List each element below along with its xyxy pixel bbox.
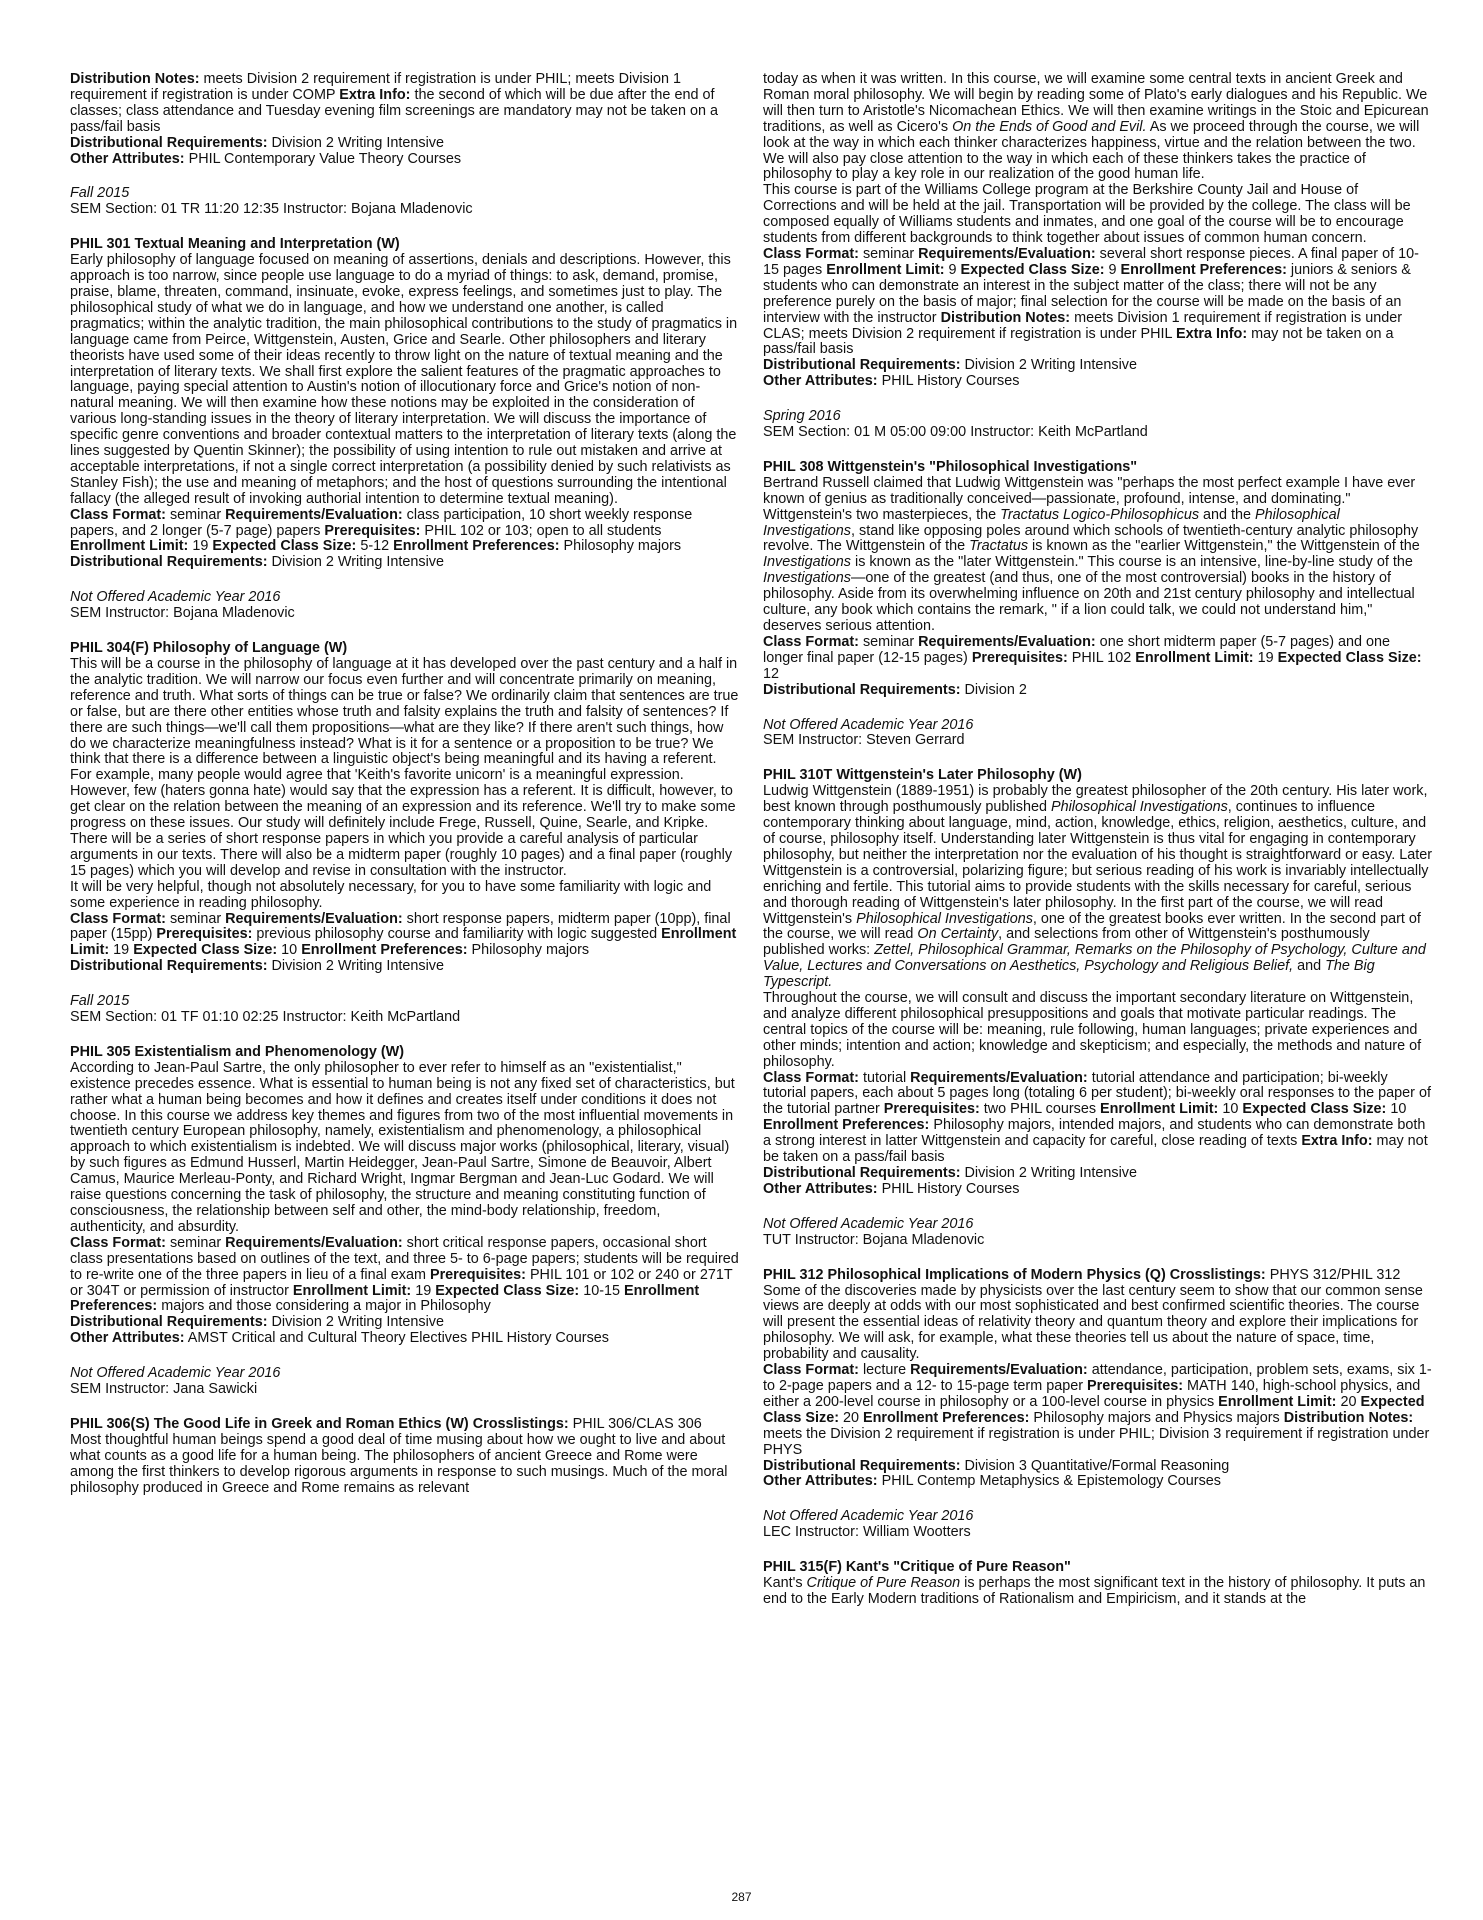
enroll-limit: 19 (109, 942, 134, 959)
distribution-notes-label: Distribution Notes: (70, 71, 200, 87)
distribution-notes-label: Distribution Notes: (1283, 1409, 1414, 1426)
course-term: Fall 2015 (70, 993, 130, 1010)
distribution-notes-text: meets Division 2 requirement if registration is under PHIL; meets Division 1 requirement if registration is under COMP (70, 71, 681, 103)
exp-size-label: Expected Class Size: (763, 1393, 1425, 1426)
enroll-pref: Philosophy majors (467, 942, 590, 959)
prereq-label: Prerequisites: (324, 522, 421, 539)
dist-req-label: Distributional Requirements: (763, 1165, 961, 1181)
enroll-pref-label: Enrollment Preferences: (393, 538, 560, 555)
description-text: today as when it was written. In this course, we will examine some central texts in ancient Greek and Roman moral philosophy. We will begin by reading some of Plato's early dialogues and his Republic. We will then turn to Aristotle's Nicomachean Ethics. We will then examine writings in the Stoic and Epicurean traditions, as well as Cicero's (763, 71, 1429, 135)
crosslistings: PHIL 306/CLAS 306 (568, 1415, 702, 1432)
enroll-pref: Philosophy majors (559, 538, 682, 555)
prereq: PHIL 101 or 102 or 240 or 271T or 304T or permission of instructor (70, 1266, 733, 1299)
description-text: , one of the greatest books ever written. In the second part of the course, we will read (763, 910, 1421, 943)
class-format: tutorial (858, 1069, 911, 1086)
course-details (763, 247, 1433, 358)
course-section: TUT Instructor: Bojana Mladenovic (763, 1231, 985, 1248)
enroll-limit-label: Enrollment Limit: (292, 1282, 412, 1299)
dist-req-label: Distributional Requirements: (70, 134, 268, 151)
distributional-requirements (763, 683, 1433, 699)
other-attr-label: Other Attributes: (70, 1330, 185, 1347)
course-description: Throughout the course, we will consult and discuss the important secondary literature on Wittgenstein, and analyze different philosophical presuppositions and goals that motivate particular readings. The central topics of the course will be: meaning, rule following, human languages; private experiences and other minds; intention and action; knowledge and skepticism; and especially, the methods and nature of philosophy. (763, 990, 1422, 1070)
course-description: Some of the discoveries made by physicists over the last century seem to show that our common sense views are deeply at odds with our most sophisticated and best confirmed scientific theories. The course will present the essential ideas of relativity theory and quantum theory and explore their implications for philosophy. We will ask, for example, what these theories tell us about the nature of space, time, probability and causality. (763, 1282, 1423, 1363)
work-title: Critique of Pure Reason (806, 1575, 961, 1592)
other-attr-label: Other Attributes: (763, 373, 878, 390)
dist-req-text: Division 2 Writing Intensive (267, 1314, 444, 1331)
extra-info-label: Extra Info: (1175, 325, 1248, 342)
other-attr-text: PHIL Contemp Metaphysics & Epistemology Courses (877, 1473, 1221, 1490)
prereq: two PHIL courses (979, 1101, 1101, 1118)
enroll-limit-label: Enrollment Limit: (70, 538, 189, 555)
course-details (763, 635, 1433, 683)
course-description: This will be a course in the philosophy of language at it has developed over the past century and a half in the analytic tradition. We will narrow our focus even further and will concentrate primarily on meaning, reference and truth. What sorts of things can be true or false? We ordinarily claim that sentences are true or false, but are there other entities whose truth and falsity explains the truth and falsity of sentences? If there are such things—we'll call them propositions—what are they like? If there aren't such things, how do we characterize meaningfulness instead? What is it for a sentence or a proposition to be true? We think that there is a difference between a linguistic object's being meaningful and its having a referent. For example, many people would agree that 'Keith's favorite unicorn' is a meaningful expression. However, few (haters gonna hate) would say that the expression has a referent. It is difficult, however, to get clear on the relation between the meaning of an expression and its reference. We'll try to make some progress on these issues. Our study will definitely include Frege, Russell, Quine, Searle, and Kripke. (70, 656, 739, 832)
work-title: Zettel, Philosophical Grammar, Remarks on the Philosophy of Psychology, Culture and Value, Lectures and Conversations on Aesthetics, Psychology and Religious Belief, (763, 942, 1426, 975)
enroll-limit: 10 (1218, 1101, 1243, 1118)
prereq: PHIL 102 or 103; open to all students (420, 522, 662, 539)
course-term: Not Offered Academic Year 2016 (70, 1365, 281, 1382)
course-details (70, 508, 740, 556)
extra-info-label: Extra Info: (1301, 1133, 1373, 1150)
work-title: Investigations (763, 554, 851, 571)
enroll-pref: Philosophy majors, intended majors, and students who can demonstrate both a strong interest in latter Wittgenstein and capacity for careful, close reading of texts (763, 1117, 1426, 1150)
course-title-phil-304: PHIL 304(F) Philosophy of Language (W) (70, 640, 348, 657)
class-format-label: Class Format: (70, 910, 166, 927)
dist-req-label: Distributional Requirements: (763, 681, 961, 698)
dist-req-label: Distributional Requirements: (70, 554, 268, 571)
dist-req-label: Distributional Requirements: (70, 1314, 268, 1331)
exp-size: 12 (763, 665, 780, 682)
course-description: Early philosophy of language focused on meaning of assertions, denials and descriptions. However, this approach is too narrow, since people use language to do a myriad of things: to ask, demand, promise, praise, blame, threaten, command, insinuate, evoke, express feelings, and sometimes just to play. The philosophical study of what we do in language, and how we understand one another, is called pragmatics; within the analytic tradition, the main philosophical contributions to the study of pragmatics in language came from Peirce, Wittgenstein, Austen, Grice and Searle. Other philosophers and literary theorists have used some of their ideas recently to throw light on the nature of textual meaning and the interpretation of literary texts. We shall first explore the salient features of the pragmatic approaches to language, paying special attention to Austin's notion of illocutionary force and Grice's notion of non-natural meaning. We will then examine how these notions may be exploited in the consideration of various long-standing issues in the theory of literary interpretation. We will discuss the importance of specific genre conventions and broader contextual matters to the interpretation of literary texts (along the lines suggested by Quentin Skinner); the possibility of using intention to rule out mistaken and arrive at acceptable interpretations, if not a single correct interpretation (a possibility denied by such relativists as Stanley Fish); the use and meaning of metaphors; and the host of questions surrounding the intentional fallacy (the alleged result of invoking authorial intention to determine textual meaning). (70, 252, 738, 507)
req-eval: one short midterm paper (5-7 pages) and one longer final paper (12-15 pages) (763, 633, 1391, 666)
distributional-requirements (70, 959, 740, 975)
description-text: As we proceed through the course, we will look at the way in which each thinker characterizes happiness, virtue and the relation between the two. We will also pay close attention to the way in which each of these thinkers takes the practice of philosophy to play a key role in our realization of the good human life. (763, 118, 1420, 183)
course-section: SEM Section: 01 TR 11:20 12:35 Instructor: Bojana Mladenovic (70, 201, 473, 218)
enroll-pref-label: Enrollment Preferences: (763, 1117, 930, 1134)
req-eval-label: Requirements/Evaluation: (910, 1362, 1088, 1379)
class-format-label: Class Format: (763, 633, 859, 650)
course-title-phil-310t: PHIL 310T Wittgenstein's Later Philosophy (W) (763, 767, 1082, 784)
right-column (763, 72, 1433, 1608)
distributional-requirements (70, 1315, 740, 1331)
prereq-label: Prerequisites: (883, 1101, 980, 1118)
course-title-phil-312: PHIL 312 Philosophical Implications of Modern Physics (Q) Crosslistings: (763, 1266, 1266, 1283)
course-description (763, 476, 1433, 635)
enroll-limit: 20 (1336, 1393, 1361, 1410)
work-title: The Big Typescript. (763, 958, 1375, 991)
other-attr-text: PHIL Contemporary Value Theory Courses (184, 150, 462, 167)
exp-size-label: Expected Class Size: (960, 261, 1105, 278)
course-title-phil-306: PHIL 306(S) The Good Life in Greek and Roman Ethics (W) Crosslistings: (70, 1415, 569, 1432)
other-attributes (763, 374, 1433, 390)
course-section: SEM Instructor: Steven Gerrard (763, 732, 965, 749)
class-format-label: Class Format: (763, 1069, 859, 1086)
req-eval: class participation, 10 short weekly response papers, and 2 longer (5-7 page) papers (70, 506, 693, 539)
distributional-requirements (70, 555, 740, 571)
work-title: Investigations (763, 570, 851, 587)
prereq-label: Prerequisites: (156, 926, 253, 943)
enroll-limit-label: Enrollment Limit: (826, 261, 945, 278)
enroll-limit-label: Enrollment Limit: (1100, 1101, 1219, 1118)
enroll-limit: 19 (411, 1282, 436, 1299)
work-title: Philosophical Investigations (856, 910, 1033, 927)
description-text: , and selections from other of Wittgenstein's posthumously published works: (763, 926, 1370, 959)
dist-req-text: Division 2 Writing Intensive (960, 1165, 1137, 1181)
description-text: Bertrand Russell claimed that Ludwig Wittgenstein was "perhaps the most perfect example I have ever known of genius as traditionally conceived—passionate, profound, intense, and dominating." Wittgenstein's two masterpieces, the (763, 474, 1416, 523)
req-eval: short response papers, midterm paper (10pp), final paper (15pp) (70, 910, 731, 943)
prereq-label: Prerequisites: (971, 649, 1068, 666)
course-term: Not Offered Academic Year 2016 (70, 589, 281, 606)
course-term: Not Offered Academic Year 2016 (763, 1508, 974, 1525)
dist-req-text: Division 2 Writing Intensive (960, 357, 1137, 374)
req-eval: attendance, participation, problem sets, exams, six 1- to 2-page papers and a 12- to 15-page term paper (763, 1362, 1432, 1394)
course-description (763, 1576, 1433, 1608)
prereq: previous philosophy course and familiarity with logic suggested (252, 926, 662, 943)
dist-req-label: Distributional Requirements: (70, 958, 268, 975)
dist-req-text: Division 3 Quantitative/Formal Reasoning (960, 1457, 1230, 1474)
course-description (763, 784, 1433, 991)
prereq: MATH 140, high-school physics, and either a 200-level course in philosophy or a 100-level course in physics (763, 1377, 1421, 1410)
enroll-pref-label: Enrollment Preferences: (863, 1409, 1030, 1426)
course-description: This course is part of the Williams College program at the Berkshire County Jail and House of Corrections and will be held at the jail. Transportation will be provided by the college. The class will be composed equally of Williams students and inmates, and one goal of the course will be to encourage students from different backgrounds to think together about issues of common human concern. (763, 182, 1411, 247)
course-section: SEM Instructor: Jana Sawicki (70, 1381, 258, 1398)
extra-info-text: may not be taken on a pass/fail basis (763, 1133, 1428, 1166)
dist-req-text: Division 2 Writing Intensive (267, 958, 444, 975)
distributional-requirements (70, 136, 740, 152)
other-attr-label: Other Attributes: (763, 1473, 878, 1490)
req-eval: short critical response papers, occasional short class presentations based on outlines of the text, and three 5- to 6-page papers; students will be required to re-write one of the three papers in lieu of a final exam (70, 1234, 739, 1283)
enroll-pref-label: Enrollment Preferences: (1120, 261, 1287, 278)
distributional-requirements (763, 1459, 1433, 1475)
class-format-label: Class Format: (70, 1234, 166, 1251)
exp-size: 5-12 (356, 538, 394, 555)
description-text: and the (1199, 506, 1256, 523)
other-attr-label: Other Attributes: (70, 150, 185, 167)
course-heading-phil-312 (763, 1268, 1433, 1284)
class-format-label: Class Format: (763, 245, 859, 262)
description-text: is perhaps the most significant text in the history of philosophy. It puts an end to the Early Modern traditions of Rationalism and Empiricism, and it stands at the (763, 1575, 1426, 1607)
course-section: SEM Instructor: Bojana Mladenovic (70, 605, 295, 622)
dist-req-label: Distributional Requirements: (763, 1457, 961, 1474)
exp-size-label: Expected Class Size: (212, 538, 357, 555)
work-title: On the Ends of Good and Evil. (952, 118, 1147, 135)
distribution-notes-text: meets the Division 2 requirement if registration is under PHIL; Division 3 requirement if registration under PHYS (763, 1425, 1430, 1458)
other-attributes (763, 1182, 1433, 1198)
req-eval: several short response pieces. A final paper of 10-15 pages (763, 245, 1419, 278)
class-format: seminar (858, 633, 919, 650)
course-section: SEM Section: 01 TF 01:10 02:25 Instructor: Keith McPartland (70, 1009, 461, 1026)
exp-size-label: Expected Class Size: (133, 942, 278, 959)
extra-info-text: the second of which will be due after the end of classes; class attendance and Tuesday evening film screenings are mandatory may not be taken on a pass/fail basis (70, 86, 718, 135)
other-attr-text: AMST Critical and Cultural Theory Electives PHIL History Courses (184, 1330, 609, 1347)
class-format: seminar (165, 506, 226, 523)
description-text: , stand like opposing poles around which schools of twentieth-century analytic philosophy revolve. The Wittgenstein of the (763, 522, 1419, 555)
exp-size: 10 (1386, 1101, 1407, 1118)
other-attributes (70, 152, 740, 168)
enroll-limit-label: Enrollment Limit: (1135, 649, 1254, 666)
req-eval-label: Requirements/Evaluation: (918, 633, 1096, 650)
dist-req-text: Division 2 Writing Intensive (267, 134, 444, 151)
enroll-pref: majors and those considering a major in Philosophy (157, 1298, 491, 1315)
description-text: is known as the "earlier Wittgenstein," the Wittgenstein of the (1028, 538, 1420, 555)
exp-size: 10-15 (579, 1282, 625, 1299)
req-eval-label: Requirements/Evaluation: (910, 1069, 1088, 1086)
enroll-pref: juniors & seniors & students who can demonstrate an interest in the subject matter of the class; there will not be any preference purely on the basis of major; final selection for the course will be made on the basis of an interview with the instructor (763, 261, 1411, 326)
enroll-pref: Philosophy majors and Physics majors (1029, 1409, 1284, 1426)
req-eval-label: Requirements/Evaluation: (918, 245, 1096, 262)
course-term: Not Offered Academic Year 2016 (763, 1215, 974, 1232)
enroll-limit-label: Enrollment Limit: (70, 926, 737, 959)
enroll-limit: 19 (1253, 649, 1278, 666)
other-attr-label: Other Attributes: (763, 1180, 878, 1197)
description-text: Ludwig Wittgenstein (1889-1951) is probably the greatest philosopher of the 20th century. His later work, best known through posthumously published (763, 783, 1428, 816)
exp-size-label: Expected Class Size: (435, 1282, 580, 1299)
course-details (763, 1363, 1433, 1458)
work-title: Philosophical Investigations (763, 506, 1340, 539)
left-column (70, 72, 740, 1497)
enroll-pref-label: Enrollment Preferences: (301, 942, 468, 959)
course-description: Most thoughtful human beings spend a good deal of time musing about how we ought to live and about what counts as a good life for a human being. The philosophers of ancient Greece and Rome were among the first thinkers to develop rigorous arguments in response to such musings. Much of the moral philosophy produced in Greece and Rome remains as relevant (70, 1431, 728, 1496)
class-format-label: Class Format: (763, 1362, 859, 1379)
exp-size: 10 (277, 942, 302, 959)
class-format: seminar (165, 1234, 226, 1251)
work-title: Tractatus Logico-Philosophicus (1000, 506, 1200, 523)
extra-info-text: may not be taken on a pass/fail basis (763, 325, 1394, 358)
course-term: Not Offered Academic Year 2016 (763, 716, 974, 733)
distribution-notes-label: Distribution Notes: (940, 309, 1071, 326)
course-description: According to Jean-Paul Sartre, the only philosopher to ever refer to himself as an "existentialist," existence precedes essence. What is essential to human being is not any fixed set of characteristics, but rather what a human being becomes and how it defines and creates itself under conditions it does not choose. In this course we address key themes and figures from two of the most influential movements in twentieth century European philosophy, namely, existentialism and phenomenology, a philosophical approach to which existentialism is indebted. We will discuss major works (philosophical, literary, visual) by such figures as Edmund Husserl, Martin Heidegger, Jean-Paul Sartre, Simone de Beauvoir, Albert Camus, Maurice Merleau-Ponty, and Richard Wright, Ingmar Bergman and Jean-Luc Godard. We will raise questions concerning the task of philosophy, the structure and meaning constituting function of consciousness, the relationship between self and other, the mind-body relationship, freedom, authenticity, and absurdity. (70, 1059, 735, 1235)
req-eval-label: Requirements/Evaluation: (225, 910, 403, 927)
course-title-phil-308: PHIL 308 Wittgenstein's "Philosophical Investigations" (763, 458, 1138, 475)
dist-req-text: Division 2 (960, 681, 1027, 698)
distribution-notes-text: meets Division 1 requirement if registration is under CLAS; meets Division 2 requirement if registration is under PHIL (763, 309, 1403, 342)
enroll-limit: 19 (188, 538, 213, 555)
course-heading-phil-306 (70, 1417, 740, 1433)
page-number: 287 (731, 1890, 752, 1904)
enroll-limit-label: Enrollment Limit: (1218, 1393, 1337, 1410)
course-details (763, 1071, 1433, 1166)
class-format: seminar (165, 910, 226, 927)
course-title-phil-315: PHIL 315(F) Kant's "Critique of Pure Reason" (763, 1559, 1071, 1576)
enroll-limit: 9 (944, 261, 961, 278)
exp-size: 9 (1104, 261, 1121, 278)
prereq-label: Prerequisites: (429, 1266, 526, 1283)
course-title-phil-301: PHIL 301 Textual Meaning and Interpretation (W) (70, 236, 400, 253)
course-description (763, 72, 1433, 183)
extra-info-label: Extra Info: (339, 86, 411, 103)
work-title: Tractatus (969, 538, 1029, 555)
exp-size-label: Expected Class Size: (1277, 649, 1422, 666)
course-title-phil-305: PHIL 305 Existentialism and Phenomenology (W) (70, 1043, 404, 1060)
description-text: , continues to influence contemporary thinking about language, mind, action, knowledge, ethics, religion, aesthetics, culture, and of course, philosophy itself. Understanding later Wittgenstein is thus vital for engaging in contemporary philosophy, but neither the interpretation nor the evaluation of his thought is straightforward or easy. Later Wittgenstein is a controversial, polarizing figure; but serious reading of his work is invariably intellectually enriching and fertile. This tutorial aims to provide students with the skills necessary for careful, serious and thorough reading of Wittgenstein's later philosophy. In the first part of the course, we will read Wittgenstein's (763, 799, 1433, 927)
req-eval-label: Requirements/Evaluation: (225, 506, 403, 523)
exp-size-label: Expected Class Size: (1242, 1101, 1387, 1118)
course-section: LEC Instructor: William Wootters (763, 1524, 971, 1541)
exp-size: 20 (839, 1409, 864, 1426)
class-format-label: Class Format: (70, 506, 166, 523)
course-section: SEM Section: 01 M 05:00 09:00 Instructor: Keith McPartland (763, 424, 1148, 441)
course-details (70, 912, 740, 960)
description-text: Kant's (763, 1575, 807, 1592)
other-attr-text: PHIL History Courses (877, 1180, 1020, 1197)
enroll-pref-label: Enrollment Preferences: (70, 1282, 700, 1315)
distributional-requirements (763, 358, 1433, 374)
work-title: On Certainty (917, 926, 999, 943)
dist-req-text: Division 2 Writing Intensive (267, 554, 444, 571)
prereq: PHIL 102 (1067, 649, 1136, 666)
course-term: Spring 2016 (763, 408, 841, 425)
description-text: and (1293, 958, 1326, 975)
description-text: —one of the greatest (and thus, one of the most controversial) books in the history of philosophy. Aside from its overwhelming influence on 20th and 21st century philosophy and intellectual culture, any book which contains the remark, " if a lion could talk, we could not understand him," deserves serious attention. (763, 570, 1415, 634)
course-description: There will be a series of short response papers in which you provide a careful analysis of particular arguments in our texts. There will also be a midterm paper (roughly 10 pages) and a final paper (roughly 15 pages) which you will develop and revise in consultation with the instructor. (70, 830, 733, 879)
other-attributes (763, 1474, 1433, 1490)
req-eval-label: Requirements/Evaluation: (225, 1234, 403, 1251)
crosslistings: PHYS 312/PHIL 312 (1265, 1266, 1401, 1283)
distribution-notes-block (70, 72, 740, 136)
course-details (70, 1236, 740, 1316)
prereq-label: Prerequisites: (1087, 1377, 1183, 1394)
other-attr-text: PHIL History Courses (877, 373, 1020, 390)
req-eval: tutorial attendance and participation; bi-weekly tutorial papers, each about 5 pages long (totaling 6 per student); bi-weekly oral responses to the paper of the tutorial partner (763, 1069, 1431, 1118)
dist-req-label: Distributional Requirements: (763, 357, 961, 374)
other-attributes (70, 1331, 740, 1347)
course-description: It will be very helpful, though not absolutely necessary, for you to have some familiarity with logic and some experience in reading philosophy. (70, 878, 712, 911)
work-title: Philosophical Investigations (1051, 799, 1228, 816)
distributional-requirements (763, 1166, 1433, 1182)
course-term: Fall 2015 (70, 185, 130, 202)
class-format: seminar (858, 245, 919, 262)
description-text: is known as the "later Wittgenstein." This course is an intensive, line-by-line study of the (851, 554, 1413, 571)
class-format: lecture (858, 1362, 911, 1379)
